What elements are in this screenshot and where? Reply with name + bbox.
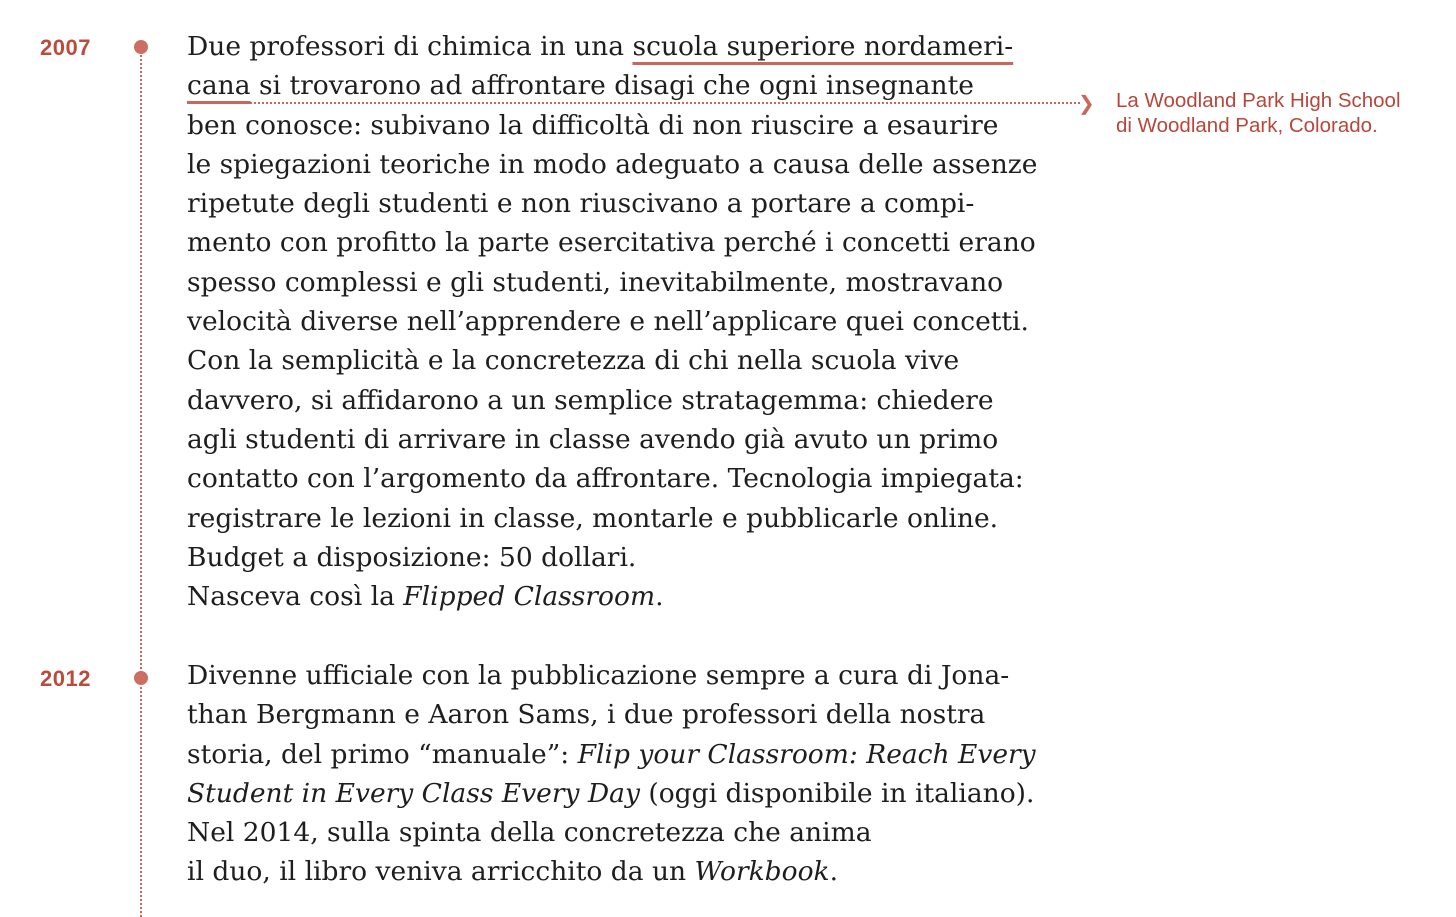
text-line: velocità diverse nell’apprendere e nell’applicare quei concetti. [187, 306, 1029, 338]
year-label: 2007 [40, 35, 91, 60]
highlighted-phrase: cana [187, 70, 251, 102]
text-line: davvero, si affidarono a un semplice stratagemma: chiedere [187, 384, 994, 416]
text-line: Due professori di chimica in una scuola superiore nordameri- [187, 31, 1014, 62]
italic-title: Workbook [694, 856, 830, 888]
italic-title: Flip your Classroom: Reach Every [577, 738, 1036, 770]
text-line: storia, del primo “manuale”: Flip your Classroom: Reach Every [187, 738, 1036, 770]
year-label: 2012 [40, 666, 91, 691]
text-line: Nasceva così la Flipped Classroom. [187, 581, 664, 613]
text-line: cana si trovarono ad affrontare disagi che ogni insegnante [187, 70, 974, 102]
italic-title: Student in Every Class Every Day [187, 777, 640, 809]
timeline-dot-icon [134, 671, 148, 685]
timeline-dot-icon [134, 40, 148, 54]
text-line: Budget a disposizione: 50 dollari. [187, 541, 637, 573]
sidenote [1116, 88, 1401, 138]
text-line: ben conosce: subivano la difficoltà di non riuscire a esaurire [187, 109, 999, 141]
entry-paragraph [187, 656, 1036, 892]
sidenote-line: La Woodland Park High School [1116, 89, 1401, 112]
text-line: than Bergmann e Aaron Sams, i due professori della nostra [187, 699, 986, 731]
sidenote-connector [250, 102, 1080, 104]
text-line: spesso complessi e gli studenti, inevitabilmente, mostravano [187, 266, 1004, 298]
italic-title: Flipped Classroom [403, 581, 656, 613]
chevron-right-icon: ❯ [1078, 91, 1095, 115]
text-line: Divenne ufficiale con la pubblicazione sempre a cura di Jona- [187, 660, 1010, 691]
text-line: le spiegazioni teoriche in modo adeguato a causa delle assenze [187, 148, 1038, 180]
text-line: il duo, il libro veniva arricchito da un Workbook. [187, 856, 839, 888]
text-line: Nel 2014, sulla spinta della concretezza che anima [187, 817, 872, 849]
text-line: Con la semplicità e la concretezza di chi nella scuola vive [187, 345, 960, 377]
text-line: Student in Every Class Every Day (oggi disponibile in italiano). [187, 777, 1035, 809]
entry-paragraph [187, 27, 1037, 616]
text-line: mento con profitto la parte esercitativa perché i concetti erano [187, 227, 1036, 259]
text-line: registrare le lezioni in classe, montarle e pubblicarle online. [187, 502, 999, 534]
highlighted-phrase: scuola superiore nordameri- [632, 31, 1014, 62]
text-line: agli studenti di arrivare in classe avendo già avuto un primo [187, 423, 999, 455]
text-line: ripetute degli studenti e non riuscivano a portare a compi- [187, 188, 975, 220]
text-line: contatto con l’argomento da affrontare. Tecnologia impiegata: [187, 463, 1024, 495]
timeline-line [140, 47, 142, 917]
sidenote-line: di Woodland Park, Colorado. [1116, 114, 1378, 137]
